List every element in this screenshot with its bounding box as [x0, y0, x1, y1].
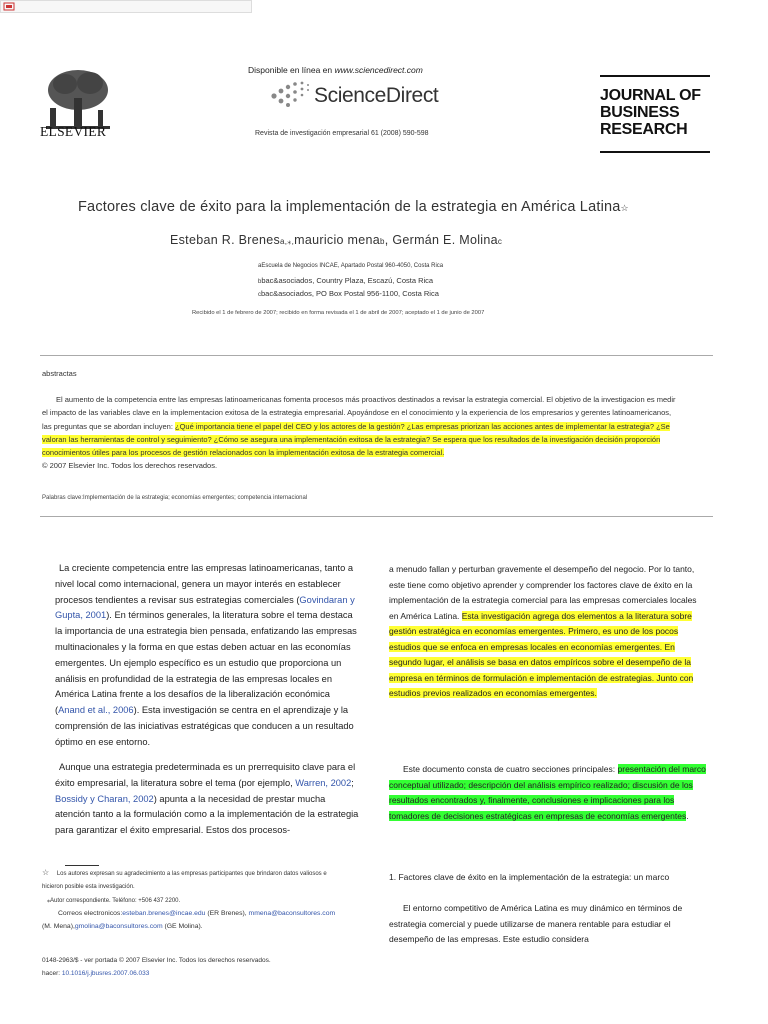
viewer-toolbar: [0, 0, 252, 13]
author-3-mark[interactable]: c: [497, 237, 503, 246]
section-heading: 1. Factores clave de éxito en la implementación de la estrategia: un marco: [389, 872, 670, 882]
title-footnote-mark[interactable]: ☆: [620, 203, 629, 213]
pdf-icon[interactable]: [3, 2, 15, 11]
affiliation-b: [258, 276, 433, 285]
footnote-mark: ⁎: [47, 898, 50, 904]
author-2-mark[interactable]: b: [380, 237, 385, 246]
availability-prefix: Disponible en línea en: [248, 65, 333, 75]
paragraph-text: Este documento consta de cuatro secciones principales:: [403, 764, 618, 774]
citation-separator: ;: [351, 777, 354, 788]
paragraph-text: ) apunta a la necesidad de prestar mucha atención tanto a la formulación como a la implementación de la estrategia para garantizar el éxito empresarial. Estos dos procesos-: [55, 793, 359, 836]
paragraph-text: Aunque una estrategia predeterminada es un prerrequisito clave para el éxito empresarial, la literatura sobre el tema (por ejemplo,: [55, 762, 356, 788]
journal-logo-rule-bottom: [600, 151, 710, 153]
doi-label: hacer:: [42, 970, 61, 977]
divider: [40, 355, 713, 356]
paragraph-highlight: Esta investigación agrega dos elementos a la literatura sobre gestión estratégica en economías emergentes. Primero, es uno de los pocos estudios que se enfoca en empresas locales en economías emergentes. En segundo lugar, el análisis se basa en datos empíricos sobre el desempeño de la empresa en términos de formulación e implementación de estrategias. Junto con estudios previos realizados en economías emergentes.: [389, 610, 694, 698]
author-2: mauricio mena: [294, 233, 381, 247]
paragraph-text: ). Esta investigación se centra en el aprendizaje y la comprensión de las iniciativas estratégicas que conducen a un resultado óptimo en ese entorno.: [55, 705, 354, 747]
citation-link[interactable]: Bossidy y Charan, 2002: [55, 793, 154, 804]
article-title-text: Factores clave de éxito para la implementación de la estrategia en América Latina: [78, 199, 621, 215]
abstract-heading: abstractas: [42, 369, 77, 378]
citation-link[interactable]: Warren, 2002: [295, 777, 352, 788]
issn-line: 0148-2963/$ - ver portada © 2007 Elsevier Inc. Todos los derechos reservados.: [42, 957, 271, 964]
affiliation-text: bac&asociados, PO Box Postal 956-1100, Costa Rica: [261, 289, 439, 298]
paragraph-text: .: [686, 810, 689, 821]
author-list: [170, 233, 502, 247]
paragraph-text: a menudo fallan y perturban gravemente el desempeño del negocio. Por lo tanto, este tiene como objetivo aprender y comprender los factores clave de éxito en la implementación de la estrategia comercial para las empresas comerciales locales en América Latina.: [389, 564, 697, 621]
sciencedirect-url[interactable]: www.sciencedirect.com: [334, 65, 423, 75]
journal-reference: Revista de investigación empresarial 61 (2008) 590-598: [255, 130, 429, 137]
affiliation-c: [258, 289, 439, 298]
footnote-mark: ☆: [42, 868, 50, 877]
author-3: , Germán E. Molina: [384, 233, 498, 247]
journal-logo-rule-top: [600, 75, 710, 77]
affiliation-text: bac&asociados, Country Plaza, Escazú, Costa Rica: [261, 276, 434, 285]
email-link[interactable]: mmena@baconsultores.com: [248, 910, 336, 917]
author-1-marks[interactable]: a,⁎,: [280, 237, 295, 246]
journal-logo-line-1: JOURNAL OF: [600, 87, 701, 104]
divider: [40, 516, 713, 517]
affiliation-mark: a: [258, 263, 262, 269]
affiliation-text: Escuela de Negocios INCAE, Apartado Postal 960-4050, Costa Rica: [261, 263, 444, 269]
abstract-highlight: ¿Qué importancia tiene el papel del CEO y los actores de la gestión? ¿Las empresas priorizan las acciones antes de implementar la estrategia? ¿Se valoran las herramientas de control y seguimiento? ¿Cómo se asegura una implementación exitosa de la estrategia? Se espera que los resultados de la investigación decisión proporción conocimientos útiles para los procesos de gestión relacionados con la implementación exitosa de la estrategia comercial.: [42, 421, 670, 458]
author-1: Esteban R. Brenes: [170, 233, 281, 247]
journal-logo-line-2: BUSINESS: [600, 104, 680, 121]
email-owner: (ER Brenes),: [205, 910, 247, 917]
paragraph-text: El entorno competitivo de América Latina es muy dinámico en términos de estrategia comercial y puede utilizarse de manera rentable para estudiar el desempeño de las empresas. Este estudio considera: [389, 903, 683, 944]
paragraph-text: La creciente competencia entre las empresas latinoamericanas, tanto a nivel local como internacional, genera un mayor interés en establecer procesos tendientes a revisar sus estrategias comerciales (: [55, 563, 354, 605]
keywords: Palabras clave:Implementación de la estrategia; economías emergentes; competencia internacional: [42, 495, 308, 501]
footnote-star: [42, 866, 342, 894]
abstract-body: [42, 393, 682, 473]
elsevier-wordmark: ELSEVIER: [40, 124, 107, 139]
body-right-paragraph-1: [389, 562, 707, 702]
article-dates: Recibido el 1 de febrero de 2007; recibido en forma revisada el 1 de abril de 2007; aceptado el 1 de junio de 2007: [192, 310, 485, 316]
abstract-copyright: © 2007 Elsevier Inc. Todos los derechos reservados.: [42, 461, 218, 471]
abstract-text: El aumento de la competencia entre las empresas latinoamericanas fomenta procesos más proactivos destinados a revisar la estrategia comercial. El objetivo de la investigacion es medir el impacto de las variables clave en la implementacion exitosa de la estrategia empresarial. Apoyándose en el conocimiento y la experiencia de los empresarios y gerentes latinoamericanos, las preguntas que se abordan incluyen:: [42, 395, 676, 431]
journal-logo-line-3: RESEARCH: [600, 121, 688, 138]
footnote-text: Los autores expresan su agradecimiento a las empresas participantes que brindaron datos valiosos e hicieron posible esta investigación.: [42, 871, 327, 890]
footnote-emails: [42, 907, 342, 933]
affiliation-mark: b: [258, 279, 262, 285]
sciencedirect-dots-logo: [266, 80, 312, 108]
body-right-paragraph-3: [389, 901, 707, 948]
article-title: [78, 199, 629, 215]
body-left-paragraph-2: [55, 760, 360, 839]
footnote-text: Autor correspondiente. Teléfono: +506 437 2200.: [50, 898, 181, 904]
body-right-paragraph-2: [389, 762, 707, 824]
body-left-paragraph-1: [55, 561, 360, 751]
affiliation-mark: c: [258, 292, 261, 298]
journal-logo: [600, 75, 710, 153]
paragraph-highlight: presentación del marco conceptual utilizado; descripción del análisis empírico realizado; discusión de los resultados encontrados y, finalmente, conclusiones e implicaciones para los tomadores de decisiones estratégicas en empresas de economías emergentes: [389, 764, 706, 821]
doi-line: [42, 967, 149, 980]
citation-link[interactable]: Anand et al., 2006: [58, 705, 134, 716]
sciencedirect-wordmark: ScienceDirect: [314, 84, 439, 107]
citation-link[interactable]: Govindaran y Gupta, 2001: [55, 594, 355, 621]
doi-link[interactable]: 10.1016/j.jbusres.2007.06.033: [61, 970, 150, 977]
affiliation-a: [258, 263, 443, 269]
email-link[interactable]: esteban.brenes@incae.edu: [122, 910, 206, 917]
availability-line: [248, 65, 423, 75]
email-owner: (M. Mena),: [42, 923, 75, 930]
emails-label: Correos electronicos:: [58, 910, 123, 917]
paragraph-text: ). En términos generales, la literatura sobre el tema destaca la importancia de una estrategia bien pensada, enfatizando las empresas multinacionales y la forma en que estas deben actuar en las economías emergentes. Un ejemplo específico es un estudio que proporciona un análisis en profundidad de la estrategia de las empresas locales en América Latina frente a los desafíos de la liberalización económica (: [55, 610, 357, 716]
email-link[interactable]: gmolina@baconsultores.com: [74, 923, 163, 930]
email-owner: (GE Molina).: [162, 923, 203, 930]
